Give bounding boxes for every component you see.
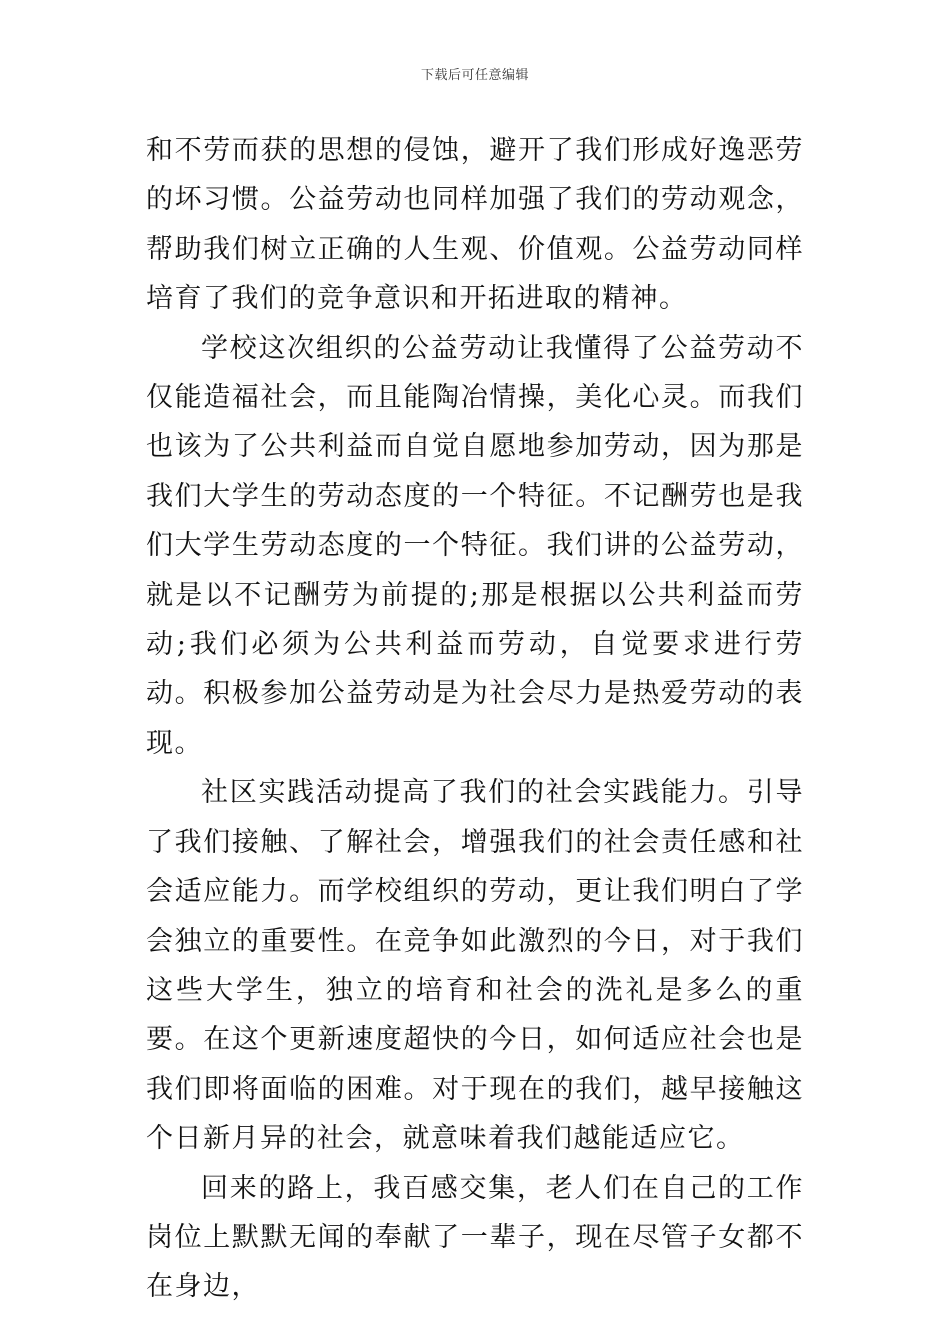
paragraph: 学校这次组织的公益劳动让我懂得了公益劳动不仅能造福社会，而且能陶冶情操，美化心灵。而我们也该为了公共利益而自觉自愿地参加劳动，因为那是我们大学生的劳动态度的一个特征。不记酬劳也是我们大学生劳动态度的一个特征。我们讲的公益劳动，就是以不记酬劳为前提的;那是根据以公共利益而劳动;我们必须为公共利益而劳动，自觉要求进行劳动。积极参加公益劳动是为社会尽力是热爱劳动的表现。 bbox=[146, 332, 804, 759]
paragraph-continuation: 和不劳而获的思想的侵蚀，避开了我们形成好逸恶劳的坏习惯。公益劳动也同样加强了我们的劳动观念，帮助我们树立正确的人生观、价值观。公益劳动同样培育了我们的竞争意识和开拓进取的精神。 bbox=[146, 135, 804, 315]
page-header: 下载后可任意编辑 bbox=[420, 68, 529, 83]
paragraph: 回来的路上，我百感交集，老人们在自己的工作岗位上默默无闻的奉献了一辈子，现在尽管子女都不在身边， bbox=[146, 1172, 804, 1303]
document-body bbox=[146, 126, 804, 1312]
paragraph: 社区实践活动提高了我们的社会实践能力。引导了我们接触、了解社会，增强我们的社会责任感和社会适应能力。而学校组织的劳动，更让我们明白了学会独立的重要性。在竞争如此激烈的今日，对于我们这些大学生，独立的培育和社会的洗礼是多么的重要。在这个更新速度超快的今日，如何适应社会也是我们即将面临的困难。对于现在的我们，越早接触这个日新月异的社会，就意味着我们越能适应它。 bbox=[146, 777, 804, 1155]
